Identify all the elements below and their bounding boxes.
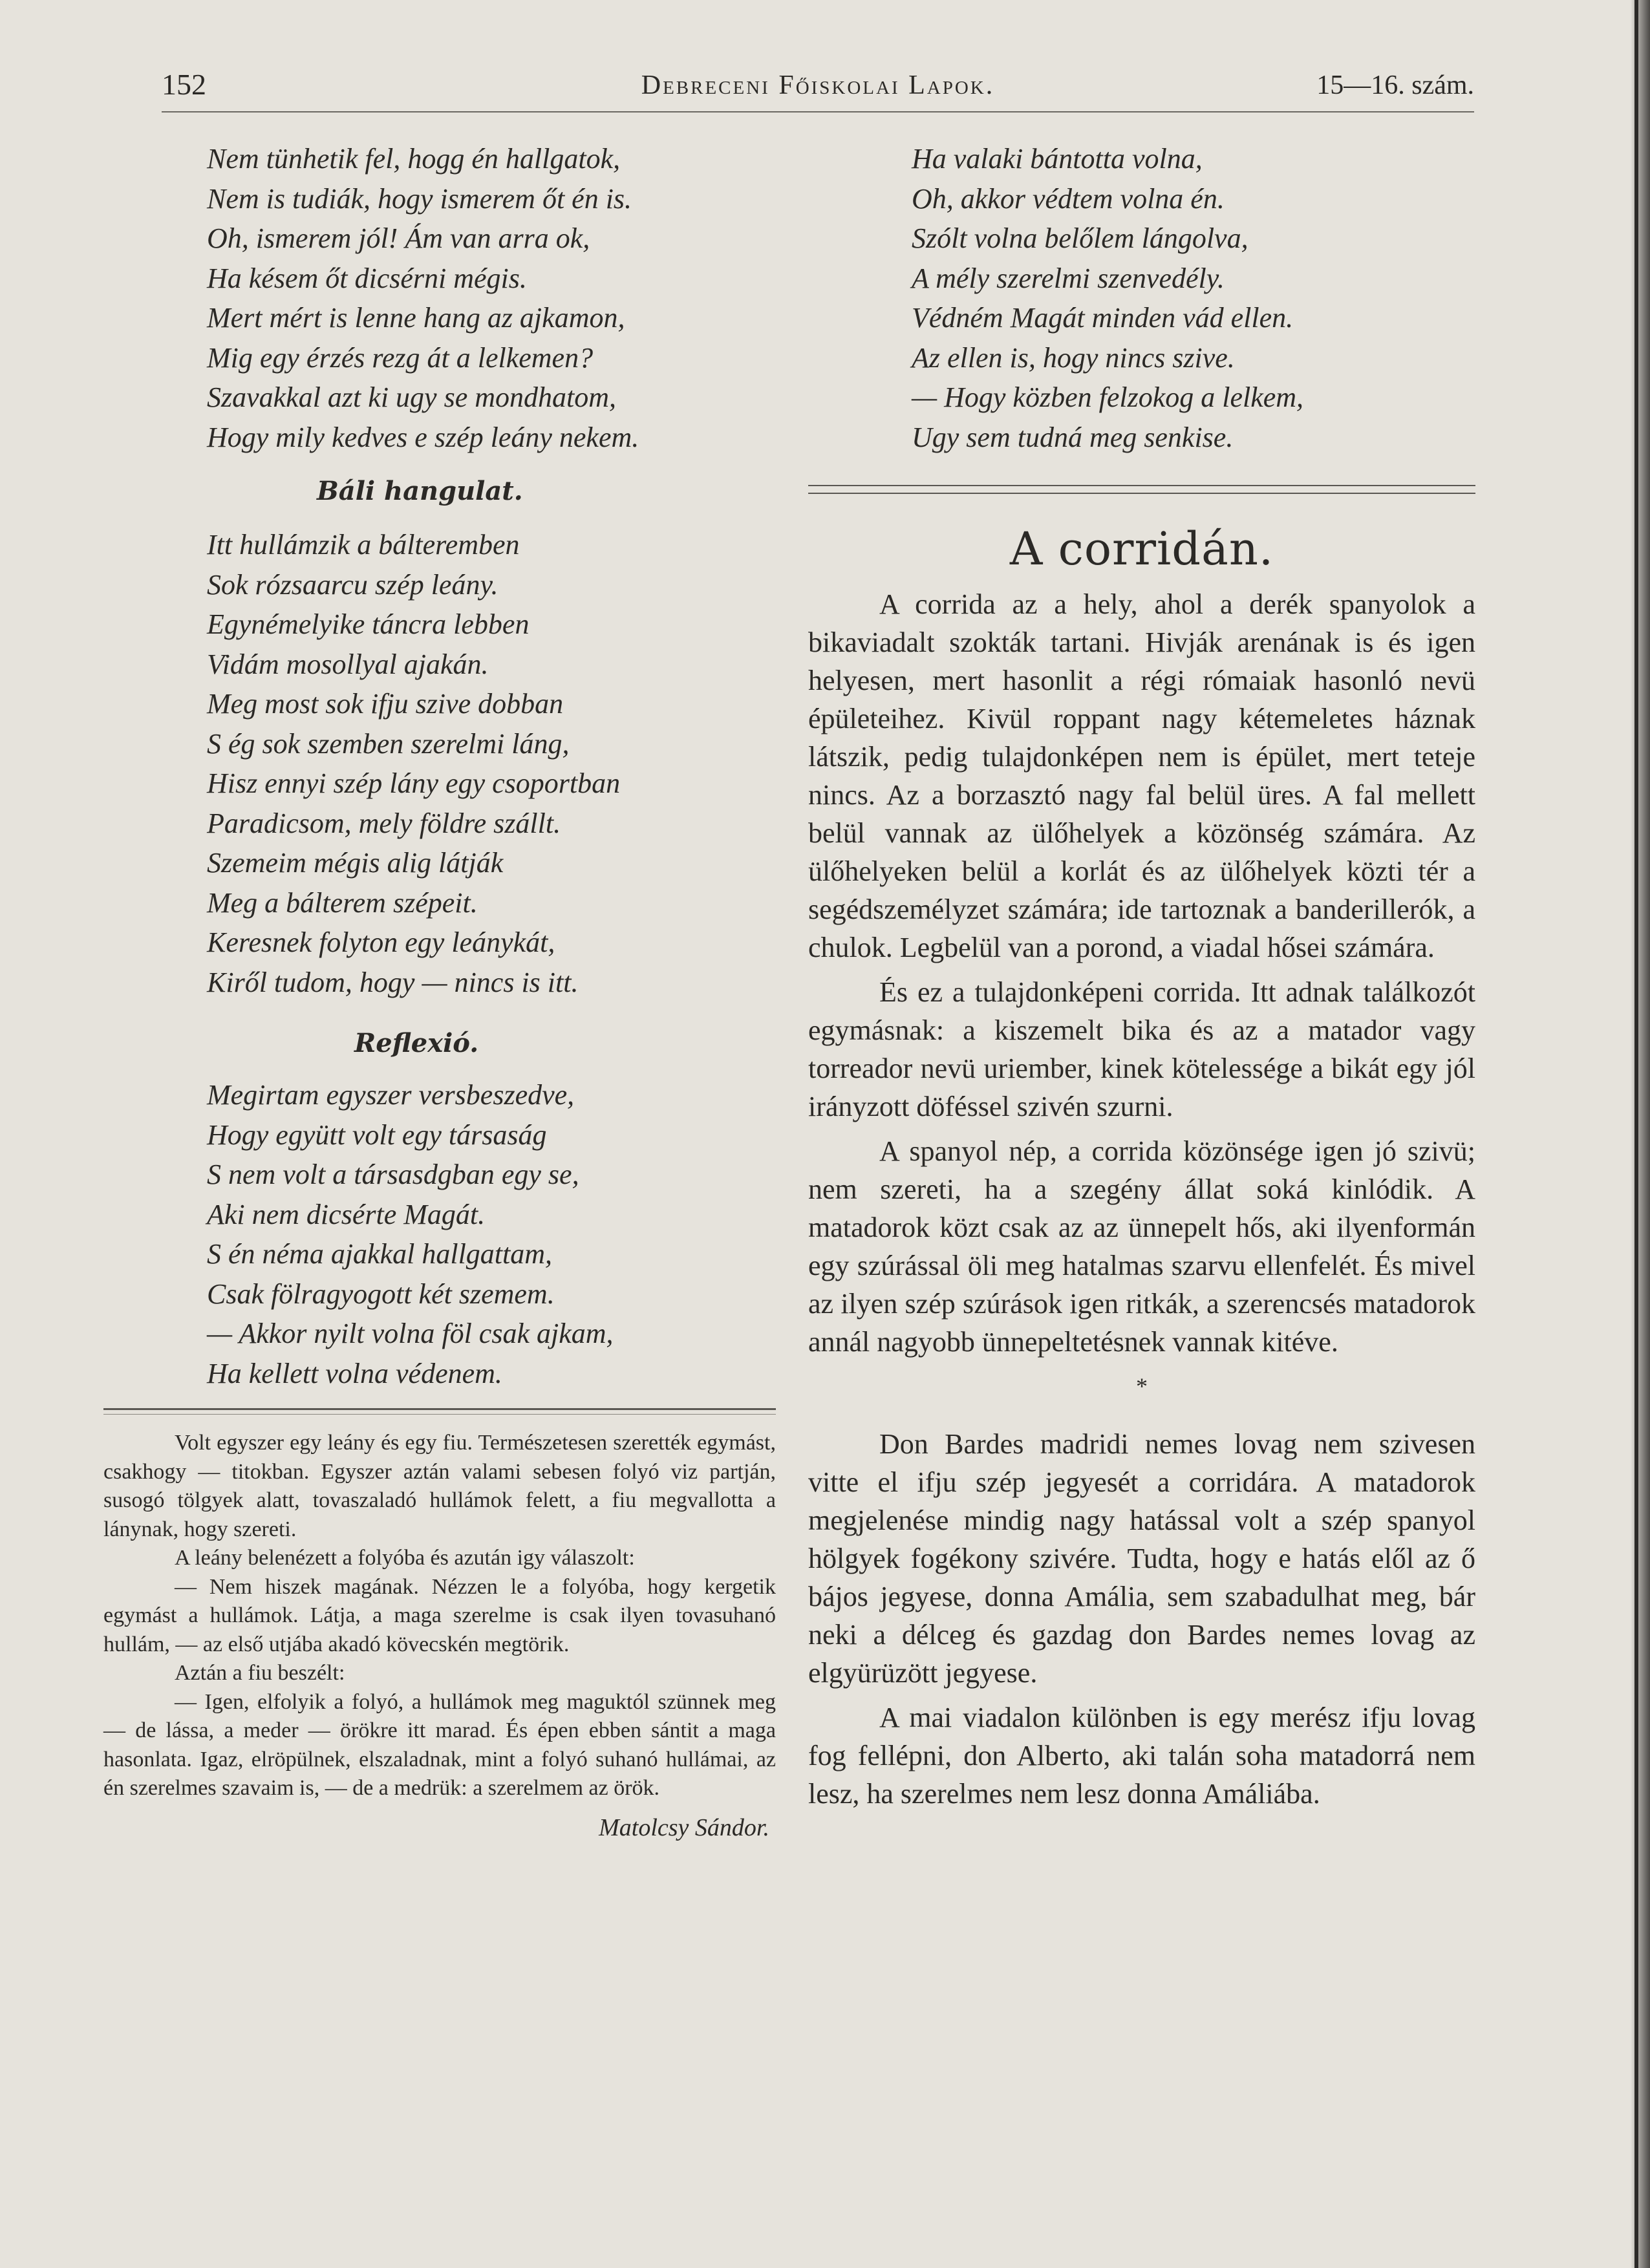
poem-line: Nem is tudiák, hogy ismerem őt én is. (207, 182, 632, 215)
poem-line: Kiről tudom, hogy — nincs is itt. (207, 966, 579, 998)
poem-line: Mert mért is lenne hang az ajkamon, (207, 302, 625, 334)
poem-line: Szólt volna belőlem lángolva, (912, 222, 1248, 254)
poem-line: Ha valaki bántotta volna, (912, 143, 1203, 175)
poem-line: Paradicsom, mely földre szállt. (207, 807, 561, 839)
poem-line: Aki nem dicsérte Magát. (207, 1198, 486, 1230)
issue-number: 15—16. szám. (1316, 70, 1474, 100)
prose-story (103, 1429, 776, 1842)
article-body (808, 585, 1475, 1819)
poem-reflexio (207, 1075, 789, 1393)
poem-line: Keresnek folyton egy leánykát, (207, 926, 555, 958)
poem-line: A mély szerelmi szenvedély. (912, 262, 1225, 294)
poem-title-reflexio: Reflexió. (354, 1028, 479, 1058)
poem-line: — Hogy közben felzokog a lelkem, (912, 381, 1304, 413)
paragraph: Volt egyszer egy leány és egy fiu. Természetesen szerették egymást, csakhogy — titokban. Egyszer aztán valami sebesen folyó viz partján, susogó tölgyek alatt, tovaszaladó hullámok felett, a fiu megvallotta a lánynak, hogy szereti. (103, 1431, 776, 1541)
poem-line: Mig egy érzés rezg át a lelkemen? (207, 341, 594, 374)
poem-untitled (207, 139, 789, 457)
header-rule (162, 111, 1474, 112)
poem-line: Oh, ismerem jól! Ám van arra ok, (207, 222, 590, 254)
poem-line: Csak fölragyogott két szemem. (207, 1278, 555, 1310)
paragraph: — Igen, elfolyik a folyó, a hullámok meg maguktól szünnek meg — de lássa, a meder — örökre itt marad. És épen ebben sántit a maga hasonlata. Igaz, elröpülnek, elszaladnak, mint a folyó suhanó hullámai, az én szerelmes szavaim is, — de a medrük: a szerelmem az örök. (103, 1689, 776, 1800)
paragraph: A spanyol nép, a corrida közönsége igen jó szivü; nem szereti, ha a szegény állat soká kinlódik. A matadorok közt csak az az ünnepelt hős, aki ilyenformán egy szúrással öli meg hatalmas szarvu ellenfelét. És mivel az ilyen szép szúrások igen ritkák, a szerencsés matadorok annál nagyobb ünnepeltetésnek vannak kitéve. (808, 1135, 1475, 1358)
poem-line: Oh, akkor védtem volna én. (912, 182, 1225, 215)
page-number: 152 (162, 68, 206, 101)
poem-line: Meg a bálterem szépeit. (207, 886, 478, 919)
poem-line: Ha késem őt dicsérni mégis. (207, 262, 527, 294)
poem-line: S ég sok szemben szerelmi láng, (207, 727, 570, 760)
paragraph: A leány belenézett a folyóba és azután igy válaszolt: (175, 1546, 635, 1570)
poem-line: Sok rózsaarcu szép leány. (207, 568, 498, 601)
poem-bali-hangulat (207, 525, 789, 1002)
poem-line: Vidám mosollyal ajakán. (207, 648, 489, 680)
poem-line: Hogy mily kedves e szép leány nekem. (207, 421, 639, 453)
poem-line: Egynémelyike táncra lebben (207, 608, 530, 640)
poem-title-bali-hangulat: Báli hangulat. (317, 476, 523, 506)
paragraph: A corrida az a hely, ahol a derék spanyolok a bikaviadalt szokták tartani. Hivják arenának is és igen helyesen, mert hasonlit a régi rómaiak hasonló nevü épületeihez. Kivül roppant nagy kétemeletes háznak látszik, pedig tulajdonképen nem is épület, mert teteje nincs. Az a borzasztó nagy fal belül üres. A fal mellett belül vannak az ülőhelyek a közönség számára. Az ülőhelyeken belül a korlát és az ülőhelyek közti tér a segédszemélyzet számára; ide tartoznak a banderillerók, a chulok. Legbelül van a porond, a viadal hősei számára. (808, 588, 1475, 963)
poem-line: Szavakkal azt ki ugy se mondhatom, (207, 381, 616, 413)
poem-line: Megirtam egyszer versbeszedve, (207, 1079, 575, 1111)
poem-line: Ugy sem tudná meg senkise. (912, 421, 1234, 453)
paragraph: A mai viadalon különben is egy merész ifju lovag fog fellépni, don Alberto, aki talán soha matadorrá nem lesz, ha szerelmes nem lesz donna Amáliába. (808, 1702, 1475, 1810)
poem-line: S én néma ajakkal hallgattam, (207, 1238, 553, 1270)
poem-line: — Akkor nyilt volna föl csak ajkam, (207, 1318, 614, 1349)
poem-line: Szemeim mégis alig látják (207, 847, 504, 879)
paragraph: Don Bardes madridi nemes lovag nem szivesen vitte el ifju szép jegyesét a corridára. A matadorok megjelenése mindig nagy hatással volt a szép spanyol hölgyek fogékony szivére. Tudta, hogy e hatás elől az ő bájos jegyese, donna Amália, sem szabadulhat meg, bár neki a délceg és gazdag don Bardes nemes lovag az elgyürüzött jegyese. (808, 1428, 1475, 1689)
poem-line: Ha kellett volna védenem. (207, 1357, 502, 1389)
section-divider (103, 1408, 776, 1415)
author-signature: Matolcsy Sándor. (599, 1813, 769, 1841)
section-separator: * (1136, 1373, 1148, 1399)
poem-line: Védném Magát minden vád ellen. (912, 302, 1294, 334)
article-title: A corridán. (1009, 522, 1274, 575)
poem-line: Az ellen is, hogy nincs szive. (912, 341, 1235, 374)
page-edge (1634, 0, 1638, 2268)
poem-line: Meg most sok ifju szive dobban (207, 688, 564, 720)
poem-line: Nem tünhetik fel, hogg én hallgatok, (207, 143, 621, 175)
poem-line: Hisz ennyi szép lány egy csoportban (207, 767, 621, 799)
page-header (162, 67, 1474, 112)
journal-title: Debreceni Főiskolai Lapok. (641, 70, 995, 100)
poem-line: S nem volt a társasdgban egy se, (207, 1159, 579, 1190)
poem-continued (912, 139, 1303, 457)
paragraph: — Nem hiszek magának. Nézzen le a folyóba, hogy kergetik egymást a hullámok. Látja, a maga szerelme is csak ilyen tovasuhanó hullám, — az első utjába akadó kövecskén megtörik. (103, 1574, 776, 1656)
poem-line: Hogy együtt volt egy társaság (207, 1118, 547, 1151)
paragraph: És ez a tulajdonképeni corrida. Itt adnak találkozót egymásnak: a kiszemelt bika és az a matador vagy torreador nevü uriember, kinek kötelessége a bikát egy jól irányzott döféssel szivén szurni. (808, 976, 1475, 1122)
section-divider (808, 485, 1475, 494)
poem-line: Itt hullámzik a bálteremben (207, 529, 520, 561)
paragraph: Aztán a fiu beszélt: (175, 1661, 345, 1685)
page-edge-shadow (1631, 0, 1650, 2268)
